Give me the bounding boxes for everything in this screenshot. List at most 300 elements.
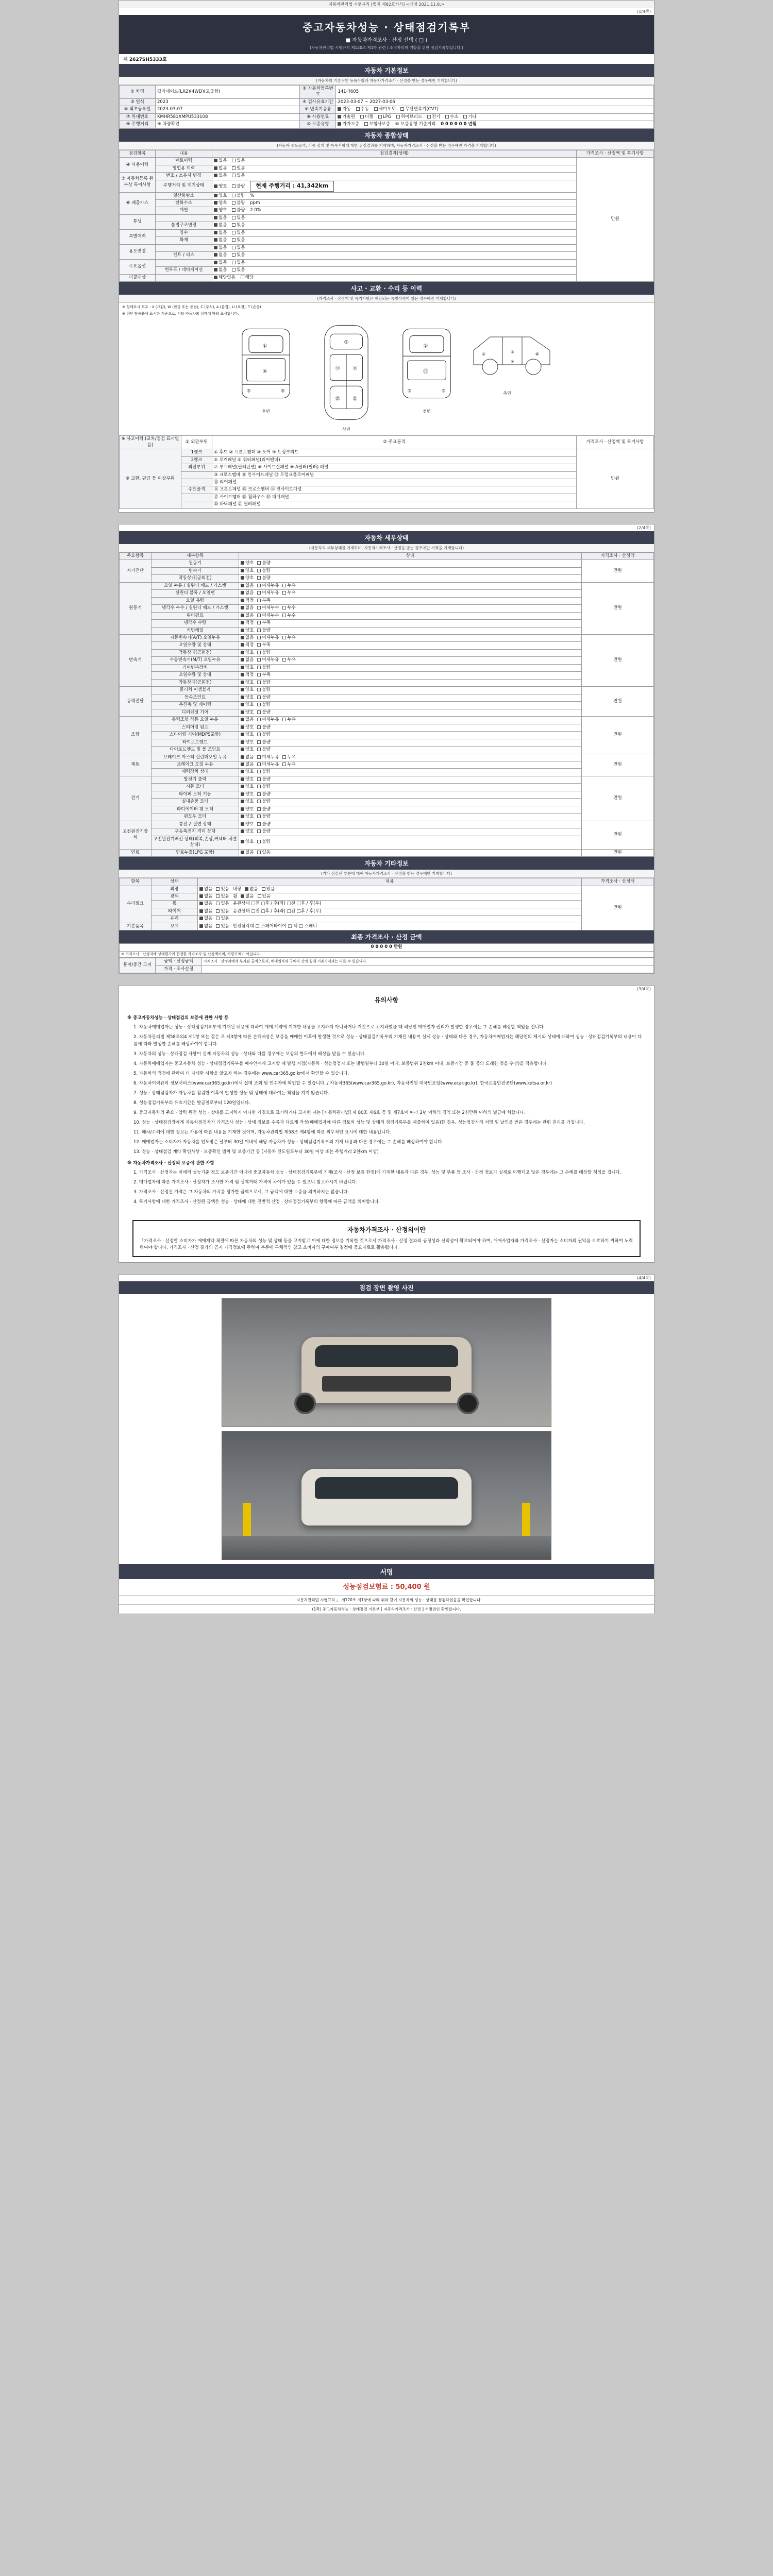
checkbox-option[interactable] <box>257 575 270 581</box>
option-label: 없음 <box>245 717 254 723</box>
table-row <box>120 244 654 251</box>
checkbox-option[interactable] <box>241 814 254 820</box>
checkbox-option[interactable] <box>241 605 254 611</box>
checkbox-option[interactable] <box>241 598 254 604</box>
table-row <box>120 494 654 501</box>
checkbox-icon[interactable] <box>262 887 265 891</box>
basic-value-0b: 141러605 <box>336 86 654 99</box>
checkbox-option[interactable] <box>241 687 254 693</box>
checkbox-option[interactable] <box>282 635 295 641</box>
checkbox-icon[interactable] <box>257 740 261 744</box>
detail-col-1: 세부항목 <box>152 552 239 560</box>
page-number-4: (4/4쪽) <box>637 1275 651 1280</box>
checkbox-option[interactable] <box>282 762 295 768</box>
checkbox-icon[interactable] <box>241 710 244 714</box>
checkbox-option[interactable] <box>199 887 212 892</box>
checkbox-icon[interactable] <box>257 621 261 624</box>
fuel-hybrid[interactable]: 하이브리드 <box>396 114 422 120</box>
checkbox-icon[interactable] <box>282 718 286 721</box>
gear-semi[interactable]: 세미오토 <box>374 107 396 112</box>
legend-title: ※ 사고이력 (교차/점검 표시없음) <box>120 436 181 449</box>
warranty-insurer[interactable]: 보험사보증 <box>364 122 390 127</box>
checkbox-icon[interactable] <box>241 748 244 751</box>
checkbox-option[interactable] <box>257 695 270 701</box>
checkbox-option[interactable] <box>241 628 254 634</box>
checkbox-icon[interactable] <box>241 599 244 602</box>
checkbox-option[interactable] <box>257 710 270 716</box>
checkbox-icon[interactable] <box>241 591 244 595</box>
checkbox-option[interactable] <box>282 657 295 663</box>
checkbox-option[interactable] <box>257 839 270 845</box>
checkbox-icon[interactable] <box>257 777 261 781</box>
level-text-7: ⑳ 바닥패널 ㉑ 필러패널 <box>212 501 577 509</box>
option-label: 누유 <box>287 635 296 640</box>
table-row <box>120 173 654 180</box>
checkbox-option[interactable] <box>257 732 270 738</box>
checkbox-icon[interactable] <box>216 917 220 920</box>
checkbox-option[interactable] <box>241 850 254 856</box>
checkbox-icon[interactable] <box>216 924 220 928</box>
checkbox-option[interactable] <box>241 635 254 641</box>
option-label: 양호 <box>245 784 254 790</box>
checkbox-icon[interactable] <box>241 673 244 676</box>
fuel-lpg[interactable]: LPG <box>378 114 391 120</box>
checkbox-icon[interactable] <box>199 894 203 898</box>
checkbox-option[interactable] <box>199 909 212 914</box>
checkbox-icon[interactable] <box>241 643 244 647</box>
checkbox-icon[interactable] <box>241 696 244 699</box>
fuel-hydrogen[interactable]: 수소 <box>445 114 458 120</box>
option-label: 있음 <box>221 923 229 929</box>
checkbox-icon[interactable] <box>216 902 220 905</box>
overall-item-13: 주요옵션 <box>120 259 156 274</box>
diagram-caption-top: 상면 <box>342 427 350 432</box>
checkbox-icon[interactable] <box>241 733 244 736</box>
checkbox-option[interactable] <box>257 762 279 768</box>
notice-item: 3. 자동차의 성능 · 상태점검 사항이 실제 자동차의 성능 · 상태와 다를 경우에는 보상의 한도에서 배상을 받을 수 있습니다. <box>133 1052 366 1057</box>
checkbox-icon[interactable] <box>257 725 261 729</box>
checkbox-icon[interactable] <box>245 887 248 891</box>
overall-sub-5: 탄화수소 <box>156 200 212 207</box>
smoke-value: 2.0% <box>250 208 261 213</box>
checkbox-option[interactable] <box>257 680 270 686</box>
checkbox-option[interactable] <box>241 755 254 760</box>
option-label: 불량 <box>262 724 271 730</box>
table-row <box>120 849 654 856</box>
checkbox-option[interactable] <box>282 717 295 723</box>
checkbox-icon[interactable] <box>257 591 261 595</box>
checkbox-icon[interactable] <box>257 755 261 759</box>
checkbox-icon[interactable] <box>257 658 261 662</box>
fuel-etc[interactable]: 기타 <box>463 114 476 120</box>
checkbox-icon[interactable] <box>257 576 261 580</box>
checkbox-option[interactable] <box>216 924 229 929</box>
checkbox-option[interactable] <box>216 887 229 892</box>
checkbox-icon[interactable] <box>199 902 203 905</box>
checkbox-option[interactable] <box>257 717 279 723</box>
checkbox-option[interactable] <box>241 695 254 701</box>
checkbox-option[interactable] <box>282 755 295 760</box>
checkbox-icon[interactable] <box>257 770 261 773</box>
basic-info-table <box>119 85 654 129</box>
notice-item: 11. 폐차/수리에 대한 정보는 사용에 따른 내용을 기재한 것이며, 자동차관리법 제58조 제4항에 따른 의무적인 표시에 대한 내용입니다. <box>133 1130 392 1136</box>
checkbox-icon[interactable] <box>257 733 261 736</box>
checkbox-icon[interactable] <box>241 658 244 662</box>
checkbox-option[interactable] <box>257 769 270 775</box>
level-text-1: ⑤ 로커패널 ⑥ 쿼터패널(리어펜더) <box>212 456 577 464</box>
checkbox-option[interactable] <box>241 642 254 648</box>
checkbox-option[interactable] <box>257 665 270 671</box>
checkbox-option[interactable] <box>216 894 229 900</box>
checkbox-option[interactable] <box>262 887 275 892</box>
checkbox-option[interactable] <box>282 583 295 589</box>
checkbox-icon[interactable] <box>257 718 261 721</box>
checkbox-option[interactable] <box>257 628 270 634</box>
detail-opts-6-0 <box>239 776 582 783</box>
checkbox-icon[interactable] <box>241 894 244 898</box>
checkbox-icon[interactable] <box>282 606 286 609</box>
checkbox-icon[interactable] <box>257 629 261 632</box>
checkbox-option[interactable] <box>257 613 279 619</box>
checkbox-option[interactable] <box>241 725 254 731</box>
checkbox-icon[interactable] <box>241 606 244 609</box>
checkbox-icon[interactable] <box>241 777 244 781</box>
other-group-basic: 기본품목 <box>120 923 152 930</box>
checkbox-icon[interactable] <box>257 785 261 788</box>
checkbox-icon[interactable] <box>257 643 261 647</box>
option-label: 미세누유 <box>262 657 279 663</box>
checkbox-option[interactable] <box>282 613 295 619</box>
checkbox-option[interactable] <box>241 672 254 678</box>
photo-underbody <box>222 1431 551 1560</box>
checkbox-option[interactable] <box>241 777 254 783</box>
basic-value-4: ④ 차량확인 <box>156 121 300 128</box>
checkbox-option[interactable] <box>216 909 229 914</box>
checkbox-option[interactable] <box>199 894 212 900</box>
checkbox-option[interactable] <box>241 613 254 619</box>
detail-opts-6-3 <box>239 799 582 806</box>
checkbox-icon[interactable] <box>241 725 244 729</box>
checkbox-icon[interactable] <box>241 792 244 796</box>
detail-opts-0-0 <box>239 560 582 567</box>
checkbox-option[interactable] <box>241 747 254 753</box>
checkbox-option[interactable] <box>241 702 254 708</box>
overall-opts-6: 양호 불량 2.0% <box>212 207 577 214</box>
checkbox-icon[interactable] <box>241 718 244 721</box>
checkbox-option[interactable] <box>241 680 254 686</box>
checkbox-icon[interactable] <box>241 621 244 624</box>
checkbox-icon[interactable] <box>257 703 261 706</box>
checkbox-icon[interactable] <box>241 770 244 773</box>
checkbox-option[interactable] <box>257 561 270 566</box>
checkbox-option[interactable] <box>257 755 279 760</box>
price-summary-table <box>119 943 654 958</box>
checkbox-icon[interactable] <box>241 629 244 632</box>
checkbox-icon[interactable] <box>257 561 261 565</box>
warranty-self[interactable]: 자가보증 <box>338 122 359 127</box>
fuel-gasoline[interactable]: 가솔린 <box>338 114 355 120</box>
checkbox-icon[interactable] <box>282 591 286 595</box>
checkbox-icon[interactable] <box>257 681 261 684</box>
overall-opts-15: 해당없음 해당 <box>212 274 577 281</box>
checkbox-icon[interactable] <box>257 800 261 803</box>
detail-sub-2-4: 기어변속장치 <box>152 664 239 671</box>
checkbox-icon[interactable] <box>241 762 244 766</box>
checkbox-icon[interactable] <box>241 740 244 744</box>
option-label: 양호 <box>245 806 254 812</box>
checkbox-option[interactable] <box>257 792 270 798</box>
gear-cvt[interactable]: 무단변속기(CVT) <box>400 107 439 112</box>
checkbox-icon[interactable] <box>282 762 286 766</box>
checkbox-option[interactable] <box>241 590 254 596</box>
checkbox-option[interactable] <box>257 687 270 693</box>
checkbox-option[interactable] <box>257 583 279 589</box>
checkbox-option[interactable] <box>257 747 270 753</box>
overall-sub-1: 영업용 이력 <box>156 165 212 172</box>
checkbox-option[interactable] <box>257 642 270 648</box>
checkbox-icon[interactable] <box>257 792 261 796</box>
checkbox-option[interactable] <box>241 650 254 656</box>
checkbox-icon[interactable] <box>216 887 220 891</box>
checkbox-icon[interactable] <box>199 887 203 891</box>
checkbox-option[interactable] <box>257 635 279 641</box>
section-price-head: 최종 가격조사 · 산정 금액 <box>119 930 654 943</box>
table-row <box>120 635 654 642</box>
checkbox-option[interactable] <box>241 657 254 663</box>
checkbox-option[interactable] <box>257 672 270 678</box>
detail-sub-1-0: 오일 누유 / 실린더 헤드 / 가스켓 <box>152 582 239 589</box>
checkbox-icon[interactable] <box>257 651 261 654</box>
checkbox-option[interactable] <box>241 769 254 775</box>
checkbox-icon[interactable] <box>241 576 244 580</box>
checkbox-option[interactable] <box>241 784 254 790</box>
checkbox-icon[interactable] <box>282 614 286 617</box>
svg-text:⑤: ⑤ <box>511 360 514 364</box>
checkbox-option[interactable] <box>241 583 254 589</box>
warranty-options <box>336 121 654 128</box>
checkbox-option[interactable] <box>282 590 295 596</box>
checkbox-icon[interactable] <box>257 696 261 699</box>
checkbox-option[interactable] <box>241 561 254 566</box>
checkbox-option[interactable] <box>241 792 254 798</box>
other-sub2-3: 윤관상태 □전 □후 / 후(좌) □전 □후 / 후(우) <box>232 908 322 914</box>
table-row <box>120 642 654 649</box>
checkbox-icon[interactable] <box>241 829 244 833</box>
option-label: 양호 <box>245 791 254 797</box>
checkbox-icon[interactable] <box>258 894 261 898</box>
checkbox-icon[interactable] <box>257 851 261 854</box>
checkbox-icon[interactable] <box>241 681 244 684</box>
legend-top-1: ① 외판부위 <box>181 436 212 449</box>
option-label: 양호 <box>245 732 254 738</box>
detail-sub-4-1: 스티어링 펌프 <box>152 724 239 731</box>
level-text-4: ⑬ 리어패널 <box>212 479 577 486</box>
checkbox-option[interactable] <box>241 839 254 845</box>
checkbox-icon[interactable] <box>199 909 203 913</box>
table-row <box>120 575 654 582</box>
table-row <box>120 649 654 656</box>
checkbox-option[interactable] <box>257 850 270 856</box>
checkbox-option[interactable] <box>241 717 254 723</box>
other-sub-5: 보유 <box>152 923 198 930</box>
form-legal-note: 자동차관리법 시행규칙 [별지 제82호서식] <개정 2021.11.8.> <box>119 1 654 8</box>
checkbox-icon[interactable] <box>257 673 261 676</box>
checkbox-icon[interactable] <box>241 666 244 669</box>
basic-value-3: KMHR581XMPU533108 <box>156 113 300 121</box>
notice-item: 1. 가격조사 · 산정자는 이에의 성능기준 정도 보증기간 이내에 중고자동차 성능 · 상태점검기록부에 기재(조사 · 산정 보증 한정)에 기재한 내용과 다른 경우, 성능 및 부품 등 조사 · 산정 정보가 실제로 이행되고 않은 경우에는 그 손해를 배상할 책임을 집니다. <box>133 1170 621 1176</box>
checkbox-icon[interactable] <box>241 755 244 759</box>
checkbox-icon[interactable] <box>282 658 286 662</box>
option-label: 없음 <box>245 894 254 899</box>
checkbox-option[interactable] <box>241 710 254 716</box>
detail-sub-1-6: 커먼레일 <box>152 627 239 634</box>
checkbox-icon[interactable] <box>257 569 261 572</box>
checkbox-icon[interactable] <box>257 822 261 826</box>
checkbox-option[interactable] <box>257 702 270 708</box>
checkbox-option[interactable] <box>199 901 212 907</box>
checkbox-icon[interactable] <box>241 651 244 654</box>
basic-label-1: ③ 연식 <box>120 98 156 106</box>
level-1: 2랭크 <box>181 456 212 464</box>
checkbox-icon[interactable] <box>199 924 203 928</box>
checkbox-icon[interactable] <box>241 785 244 788</box>
other-sub2-0: 내장 <box>232 886 242 892</box>
checkbox-icon[interactable] <box>241 561 244 565</box>
checkbox-icon[interactable] <box>241 569 244 572</box>
checkbox-option[interactable] <box>241 829 254 835</box>
gear-auto[interactable]: 자동 <box>338 107 350 112</box>
checkbox-option[interactable] <box>257 814 270 820</box>
checkbox-icon[interactable] <box>241 636 244 639</box>
checkbox-icon[interactable] <box>257 748 261 751</box>
checkbox-option[interactable] <box>257 822 270 827</box>
option-label: 불량 <box>262 784 271 790</box>
checkbox-icon[interactable] <box>241 807 244 811</box>
checkbox-icon[interactable] <box>257 606 261 609</box>
overall-sub-12: 렌트 / 리스 <box>156 252 212 259</box>
checkbox-option[interactable] <box>257 568 270 574</box>
checkbox-option[interactable] <box>257 740 270 745</box>
section-basic-head: 자동차 기본정보 <box>119 64 654 77</box>
checkbox-option[interactable] <box>216 916 229 922</box>
checkbox-option[interactable] <box>258 894 271 900</box>
checkbox-option[interactable] <box>257 777 270 783</box>
checkbox-icon[interactable] <box>257 614 261 617</box>
option-label: 미세누수 <box>262 613 279 618</box>
checkbox-option[interactable] <box>257 590 279 596</box>
checkbox-icon[interactable] <box>216 894 220 898</box>
checkbox-option[interactable] <box>241 665 254 671</box>
checkbox-option[interactable] <box>241 740 254 745</box>
checkbox-option[interactable] <box>241 799 254 805</box>
checkbox-option[interactable] <box>257 650 270 656</box>
option-label: 불량 <box>262 732 271 738</box>
checkbox-icon[interactable] <box>216 909 220 913</box>
checkbox-option[interactable] <box>241 732 254 738</box>
checkbox-icon[interactable] <box>282 636 286 639</box>
checkbox-icon[interactable] <box>282 755 286 759</box>
checkbox-icon[interactable] <box>257 762 261 766</box>
option-label: 미세누유 <box>262 635 279 640</box>
checkbox-option[interactable] <box>241 575 254 581</box>
page-subtitle: ■ 자동차가격조사 · 산정 선택 ( □ ) <box>345 38 428 43</box>
option-label: 양호 <box>245 814 254 820</box>
checkbox-option[interactable] <box>199 924 212 929</box>
gear-manual[interactable]: 수동 <box>356 107 369 112</box>
option-label: 불량 <box>262 702 271 708</box>
checkbox-option[interactable] <box>282 605 295 611</box>
overall-opts-13: 없음 있음 <box>212 259 577 266</box>
overall-opts-14: 없음 있음 <box>212 267 577 274</box>
checkbox-icon[interactable] <box>199 917 203 920</box>
checkbox-icon[interactable] <box>241 851 244 854</box>
checkbox-icon[interactable] <box>241 688 244 691</box>
checkbox-option[interactable] <box>241 807 254 812</box>
checkbox-option[interactable] <box>216 901 229 907</box>
checkbox-icon[interactable] <box>257 584 261 587</box>
checkbox-option[interactable] <box>257 799 270 805</box>
checkbox-icon[interactable] <box>241 822 244 826</box>
checkbox-icon[interactable] <box>241 614 244 617</box>
checkbox-option[interactable] <box>245 887 258 892</box>
checkbox-option[interactable] <box>257 829 270 835</box>
detail-sub-7-1: 구동축전지 격리 상태 <box>152 828 239 836</box>
checkbox-option[interactable] <box>241 568 254 574</box>
checkbox-option[interactable] <box>257 605 279 611</box>
overall-col-3: 가격조사 · 산정액 및 특기사항 <box>577 150 654 157</box>
table-row <box>120 605 654 612</box>
checkbox-icon[interactable] <box>241 703 244 706</box>
checkbox-option[interactable] <box>257 657 279 663</box>
checkbox-option[interactable] <box>257 598 270 604</box>
checkbox-icon[interactable] <box>257 688 261 691</box>
checkbox-option[interactable] <box>257 784 270 790</box>
table-row <box>120 923 654 930</box>
overall-col-2: 점검결과(상태) <box>212 150 577 157</box>
checkbox-icon[interactable] <box>257 840 261 843</box>
checkbox-icon[interactable] <box>257 807 261 811</box>
car-damage-diagram <box>119 318 654 435</box>
checkbox-option[interactable] <box>241 894 254 900</box>
checkbox-icon[interactable] <box>257 636 261 639</box>
fuel-electric[interactable]: 전기 <box>427 114 440 120</box>
checkbox-icon[interactable] <box>257 599 261 602</box>
notice-head-2: ※ 자동차가격조사 · 산정의 보증에 관한 사항 <box>127 1161 214 1166</box>
checkbox-icon[interactable] <box>282 584 286 587</box>
checkbox-option[interactable] <box>241 822 254 827</box>
checkbox-icon[interactable] <box>257 666 261 669</box>
checkbox-option[interactable] <box>257 725 270 731</box>
checkbox-icon[interactable] <box>241 800 244 803</box>
checkbox-option[interactable] <box>257 620 270 626</box>
other-content-4 <box>198 916 582 923</box>
option-label: 양호 <box>245 776 254 782</box>
checkbox-option[interactable] <box>257 807 270 812</box>
option-label: 불량 <box>262 687 271 693</box>
checkbox-icon[interactable] <box>241 815 244 818</box>
option-label: 없음 <box>204 894 213 899</box>
checkbox-option[interactable] <box>241 620 254 626</box>
checkbox-icon[interactable] <box>241 840 244 843</box>
checkbox-icon[interactable] <box>241 584 244 587</box>
checkbox-icon[interactable] <box>257 829 261 833</box>
checkbox-option[interactable] <box>199 916 212 922</box>
fuel-diesel[interactable]: 디젤 <box>360 114 373 120</box>
declaration-body: 「가격조사 · 산정반 소비자가 매매계약 체결에 따른 자동차의 성능 및 상태 등을 고지받고 이에 대한 정보를 기록한 것으로서 가격조사 · 산정 결과의 공정성과 신뢰성이 확보되어야 하며, 매매사업자와 가격조사 · 산정자는 소비자의 권익을 보호하기 위하여 노력하여야 합니다. 가격조사 · 산정 결과의 공지 가격정보에 관하여 본문에 구체적인 참고 소비자의 구매여부 결정에 중요자료로 활용됩니다. <box>140 1238 633 1251</box>
checkbox-icon[interactable] <box>257 710 261 714</box>
checkbox-option[interactable] <box>241 762 254 768</box>
checkbox-icon[interactable] <box>257 815 261 818</box>
